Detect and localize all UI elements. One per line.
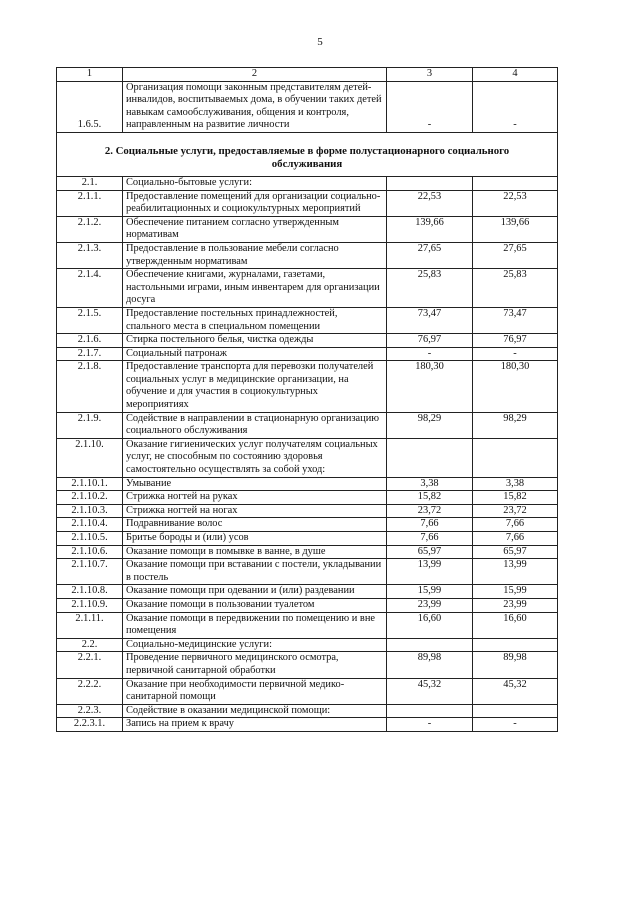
row-value-col4: 23,72	[473, 504, 558, 518]
row-description: Обеспечение книгами, журналами, газетами, настольными играми, иным инвентарем для организации досуга	[123, 269, 387, 308]
row-value-col4: 7,66	[473, 532, 558, 546]
row-number: 2.1.10.	[57, 438, 123, 477]
column-header-row	[57, 68, 558, 82]
row-value-col4: 15,82	[473, 491, 558, 505]
row-value-col4: 15,99	[473, 585, 558, 599]
table-row	[57, 704, 558, 718]
table-row	[57, 190, 558, 216]
row-value-col3: 13,99	[387, 559, 473, 585]
table-row	[57, 612, 558, 638]
table-row	[57, 412, 558, 438]
row-value-col4: 180,30	[473, 361, 558, 412]
tariff-table	[56, 67, 558, 732]
row-value-col4: 25,83	[473, 269, 558, 308]
row-description: Запись на прием к врачу	[123, 718, 387, 732]
row-number: 2.1.10.1.	[57, 477, 123, 491]
row-value-col4: 7,66	[473, 518, 558, 532]
row-value-col4: 23,99	[473, 598, 558, 612]
table-row	[57, 518, 558, 532]
row-value-col3	[387, 438, 473, 477]
row-description: Стрижка ногтей на ногах	[123, 504, 387, 518]
row-value-col4: 98,29	[473, 412, 558, 438]
row-number: 2.1.10.6.	[57, 545, 123, 559]
row-description: Обеспечение питанием согласно утвержденным нормативам	[123, 216, 387, 242]
table-row	[57, 176, 558, 190]
column-header: 4	[473, 68, 558, 82]
row-description: Организация помощи законным представителям детей-инвалидов, воспитываемых дома, в обучении таких детей навыкам самообслуживания, общения и контроля, направленным на развитие личности	[123, 81, 387, 132]
table-row	[57, 652, 558, 678]
table-row	[57, 477, 558, 491]
row-value-col4: -	[473, 81, 558, 132]
row-description: Предоставление помещений для организации социально-реабилитационных и социокультурных мероприятий	[123, 190, 387, 216]
row-number: 2.1.7.	[57, 347, 123, 361]
table-row	[57, 491, 558, 505]
table-row	[57, 347, 558, 361]
row-value-col4	[473, 638, 558, 652]
row-description: Бритье бороды и (или) усов	[123, 532, 387, 546]
row-value-col3: 16,60	[387, 612, 473, 638]
row-value-col3: 7,66	[387, 532, 473, 546]
row-number: 2.1.5.	[57, 307, 123, 333]
row-value-col3: -	[387, 81, 473, 132]
table-row	[57, 532, 558, 546]
row-value-col3: 89,98	[387, 652, 473, 678]
row-value-col3	[387, 704, 473, 718]
row-value-col4: 76,97	[473, 334, 558, 348]
row-description: Оказание гигиенических услуг получателям социальных услуг, не способным по состоянию здоровья самостоятельно осуществлять за собой уход:	[123, 438, 387, 477]
row-number: 2.1.	[57, 176, 123, 190]
table-row	[57, 438, 558, 477]
row-number: 2.1.11.	[57, 612, 123, 638]
row-description: Оказание помощи при вставании с постели, укладывании в постель	[123, 559, 387, 585]
row-value-col4: 16,60	[473, 612, 558, 638]
table-row	[57, 559, 558, 585]
row-description: Предоставление постельных принадлежностей, спального места в специальном помещении	[123, 307, 387, 333]
row-value-col4	[473, 704, 558, 718]
row-value-col3: 7,66	[387, 518, 473, 532]
row-description: Оказание помощи в пользовании туалетом	[123, 598, 387, 612]
row-description: Оказание при необходимости первичной медико-санитарной помощи	[123, 678, 387, 704]
table-row	[57, 678, 558, 704]
row-number: 2.1.10.5.	[57, 532, 123, 546]
row-value-col4: 22,53	[473, 190, 558, 216]
table-row	[57, 216, 558, 242]
row-number: 2.2.2.	[57, 678, 123, 704]
table-row	[57, 242, 558, 268]
table-row	[57, 504, 558, 518]
row-value-col4: 65,97	[473, 545, 558, 559]
row-description: Социальный патронаж	[123, 347, 387, 361]
row-value-col4: 13,99	[473, 559, 558, 585]
row-value-col3: 45,32	[387, 678, 473, 704]
column-header: 2	[123, 68, 387, 82]
table-row	[57, 545, 558, 559]
row-value-col3: 15,82	[387, 491, 473, 505]
page-number: 5	[317, 36, 323, 48]
row-number: 2.1.10.9.	[57, 598, 123, 612]
row-value-col4: 73,47	[473, 307, 558, 333]
row-description: Оказание помощи при одевании и (или) раздевании	[123, 585, 387, 599]
row-value-col3: -	[387, 347, 473, 361]
row-description: Стирка постельного белья, чистка одежды	[123, 334, 387, 348]
row-value-col3: 27,65	[387, 242, 473, 268]
row-number: 2.1.10.3.	[57, 504, 123, 518]
row-description: Социально-бытовые услуги:	[123, 176, 387, 190]
row-value-col4: -	[473, 347, 558, 361]
row-description: Подравнивание волос	[123, 518, 387, 532]
table-row	[57, 585, 558, 599]
row-number: 2.1.10.4.	[57, 518, 123, 532]
row-value-col4: 3,38	[473, 477, 558, 491]
row-number: 2.1.6.	[57, 334, 123, 348]
row-value-col4: 27,65	[473, 242, 558, 268]
row-value-col3: 76,97	[387, 334, 473, 348]
row-value-col3: 180,30	[387, 361, 473, 412]
table-row	[57, 598, 558, 612]
row-value-col4: 45,32	[473, 678, 558, 704]
row-number: 2.1.10.2.	[57, 491, 123, 505]
row-value-col3: 3,38	[387, 477, 473, 491]
row-value-col3: 65,97	[387, 545, 473, 559]
row-number: 2.1.8.	[57, 361, 123, 412]
row-description: Оказание помощи в помывке в ванне, в душе	[123, 545, 387, 559]
row-description: Проведение первичного медицинского осмотра, первичной санитарной обработки	[123, 652, 387, 678]
table-row	[57, 81, 558, 132]
row-value-col4: -	[473, 718, 558, 732]
table-row	[57, 269, 558, 308]
row-number: 1.6.5.	[57, 81, 123, 132]
row-description: Предоставление в пользование мебели согласно утвержденным нормативам	[123, 242, 387, 268]
row-value-col3: 22,53	[387, 190, 473, 216]
row-number: 2.2.3.	[57, 704, 123, 718]
row-number: 2.2.	[57, 638, 123, 652]
row-value-col4: 139,66	[473, 216, 558, 242]
row-description: Содействие в направлении в стационарную организацию социального обслуживания	[123, 412, 387, 438]
column-header: 3	[387, 68, 473, 82]
row-value-col3: 15,99	[387, 585, 473, 599]
section-title: 2. Социальные услуги, предоставляемые в форме полустационарного социального обслуживания	[57, 132, 558, 176]
row-value-col3: -	[387, 718, 473, 732]
row-number: 2.2.1.	[57, 652, 123, 678]
table-row	[57, 361, 558, 412]
row-value-col3: 98,29	[387, 412, 473, 438]
column-header: 1	[57, 68, 123, 82]
row-value-col3	[387, 638, 473, 652]
row-value-col4: 89,98	[473, 652, 558, 678]
row-value-col3: 23,72	[387, 504, 473, 518]
table-row	[57, 718, 558, 732]
row-number: 2.1.10.8.	[57, 585, 123, 599]
table-row	[57, 334, 558, 348]
row-description: Содействие в оказании медицинской помощи:	[123, 704, 387, 718]
row-value-col3: 25,83	[387, 269, 473, 308]
table-row	[57, 307, 558, 333]
row-number: 2.1.9.	[57, 412, 123, 438]
row-description: Умывание	[123, 477, 387, 491]
table-row	[57, 638, 558, 652]
row-number: 2.1.4.	[57, 269, 123, 308]
row-description: Предоставление транспорта для перевозки получателей социальных услуг в медицинские организации, на обучение и для участия в социокультурных мероприятиях	[123, 361, 387, 412]
row-description: Оказание помощи в передвижении по помещению и вне помещения	[123, 612, 387, 638]
row-value-col3	[387, 176, 473, 190]
row-value-col4	[473, 438, 558, 477]
row-value-col3: 139,66	[387, 216, 473, 242]
row-value-col4	[473, 176, 558, 190]
row-number: 2.1.10.7.	[57, 559, 123, 585]
row-value-col3: 23,99	[387, 598, 473, 612]
section-row	[57, 132, 558, 176]
row-description: Социально-медицинские услуги:	[123, 638, 387, 652]
row-number: 2.1.1.	[57, 190, 123, 216]
row-number: 2.1.2.	[57, 216, 123, 242]
row-number: 2.2.3.1.	[57, 718, 123, 732]
row-description: Стрижка ногтей на руках	[123, 491, 387, 505]
row-number: 2.1.3.	[57, 242, 123, 268]
row-value-col3: 73,47	[387, 307, 473, 333]
